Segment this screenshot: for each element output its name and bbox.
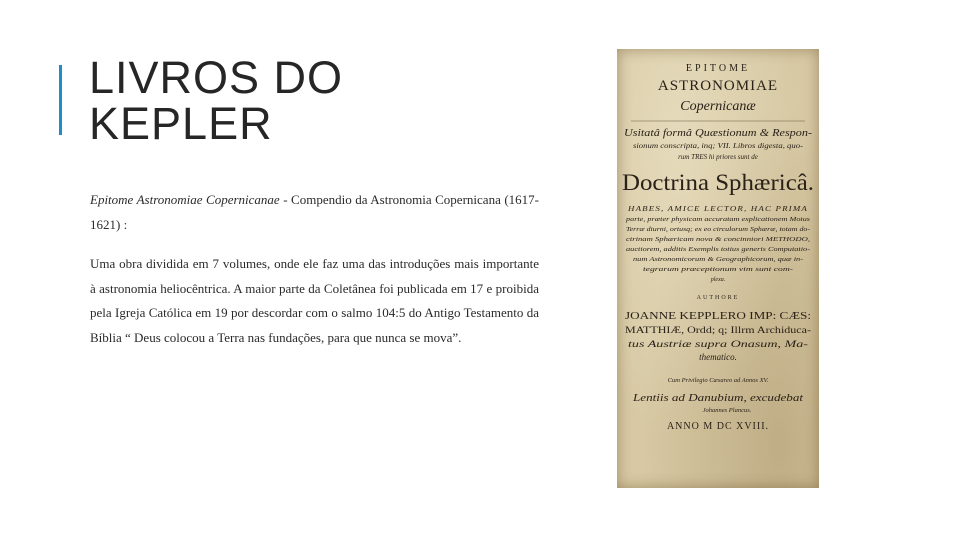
- book-line-14: plexa.: [710, 277, 726, 283]
- book-title-page-svg: [617, 49, 819, 488]
- book-line-8: parte, præter physicam accuratam explicationem Motus: [624, 217, 811, 223]
- book-line-6: Doctrina Sphæricâ.: [622, 170, 814, 195]
- intro-text: - Compendio da Astronomia Copernicana (1617-1621) :: [90, 192, 539, 232]
- description-paragraph: Uma obra dividida em 7 volumes, onde ele faz uma das introduções mais importante à astronomia heliocêntrica. A maior parte da Coletânea foi publicada em 17 e proibida pela Igreja Católica em 19 por descordar com o salmo 104:5 do Antigo Testamento da Bíblia “ Deus colocou a Terra nas fundações, para que nunca se mova”.: [90, 256, 539, 345]
- book-line-9: Terræ diurni, ortusq; ex eo circulorum Sphæræ, totam do-: [626, 227, 810, 233]
- book-line-1: ASTRONOMIAE: [657, 78, 779, 94]
- book-line-19: thematico.: [699, 352, 737, 362]
- book-line-7: HABES, AMICE LECTOR, HAC PRIMA: [626, 204, 808, 213]
- book-line-23: ANNO M DC XVIII.: [666, 421, 770, 432]
- book-line-21: Lentiis ad Danubium, excudebat: [631, 393, 804, 404]
- book-line-3: Usitatâ formâ Quæstionum & Respon-: [624, 128, 812, 139]
- book-line-17: MATTHIÆ, Ordd; q; Illrm Archiduca-: [625, 325, 811, 335]
- book-line-5: rum TRES hi priores sunt de: [678, 153, 758, 161]
- book-line-15: AUTHORE: [696, 295, 740, 301]
- intro-paragraph: [90, 188, 539, 237]
- book-line-2: Copernicanæ: [680, 99, 756, 114]
- title-accent-bar: [59, 65, 62, 135]
- book-line-10: ctrinam Sphæricam nova & concinniori METHODO,: [626, 237, 811, 243]
- book-line-12: num Astronomicorum & Geographicorum, quæ in-: [633, 257, 803, 263]
- book-line-11: auctiorem, additis Exemplis totius generis Computatio-: [626, 247, 810, 253]
- slide-title: [89, 52, 344, 149]
- book-line-4: sionum conscripta, inq; VII. Libros digesta, quo-: [633, 142, 804, 150]
- book-line-0: EPITOME: [685, 63, 751, 74]
- book-line-16: JOANNE KEPPLERO IMP: CÆS:: [625, 311, 811, 322]
- book-line-13: tegrarum præceptionum vim sunt com-: [643, 267, 793, 273]
- title-line-2: KEPLER: [89, 98, 273, 149]
- book-line-22: Johannes Plancus.: [702, 407, 752, 414]
- title-line-1: LIVROS DO: [89, 52, 344, 103]
- book-line-18: tus Austriæ supra Onasum, Ma-: [628, 339, 808, 349]
- slide-body: [90, 188, 539, 365]
- book-title-page-image: [617, 49, 819, 488]
- book-line-20: Cum Privilegio Cæsareo ad Annos XV.: [667, 377, 769, 384]
- book-title-italic: Epitome Astronomiae Copernicanae: [90, 192, 280, 207]
